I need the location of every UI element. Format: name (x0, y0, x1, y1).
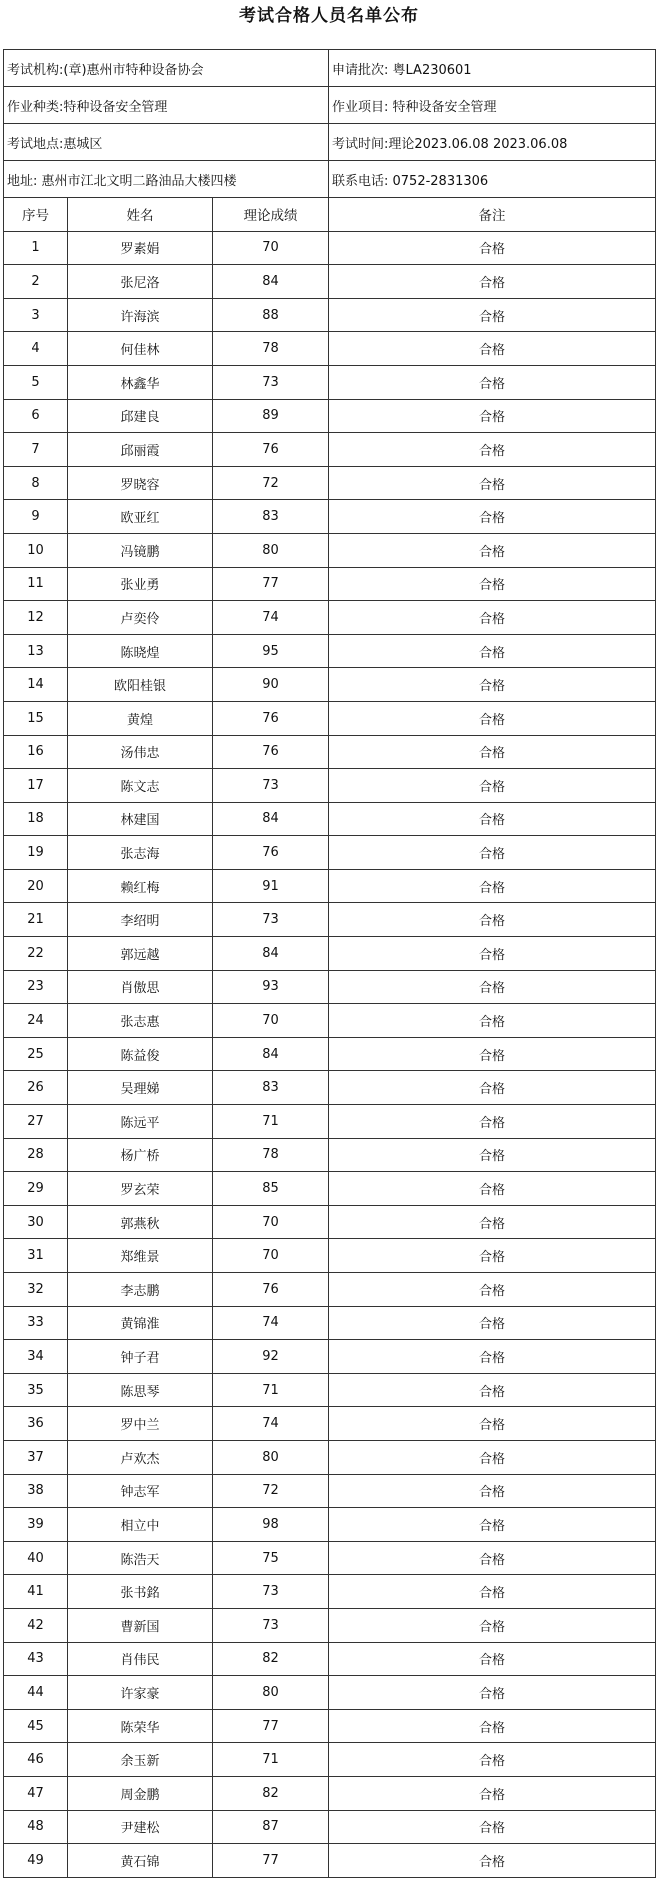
row-remark: 合格 (329, 802, 656, 836)
table-row (4, 1205, 656, 1239)
row-score: 71 (213, 1373, 329, 1407)
row-name: 肖伟民 (68, 1642, 213, 1676)
column-header-score: 理论成绩 (213, 198, 329, 232)
row-name: 许家豪 (68, 1676, 213, 1710)
row-score: 75 (213, 1541, 329, 1575)
row-seq: 37 (4, 1440, 68, 1474)
row-seq: 35 (4, 1373, 68, 1407)
row-seq: 18 (4, 802, 68, 836)
row-score: 90 (213, 668, 329, 702)
row-name: 林建国 (68, 802, 213, 836)
row-remark: 合格 (329, 869, 656, 903)
row-remark: 合格 (329, 1709, 656, 1743)
row-seq: 26 (4, 1071, 68, 1105)
row-seq: 7 (4, 433, 68, 467)
location-field: 考试地点:惠城区 (4, 124, 329, 161)
row-seq: 24 (4, 1004, 68, 1038)
table-row (4, 903, 656, 937)
row-score: 93 (213, 970, 329, 1004)
row-seq: 14 (4, 668, 68, 702)
row-score: 84 (213, 802, 329, 836)
row-remark: 合格 (329, 668, 656, 702)
row-score: 72 (213, 1474, 329, 1508)
row-score: 74 (213, 1306, 329, 1340)
row-name: 卢奕伶 (68, 601, 213, 635)
table-row (4, 1642, 656, 1676)
row-name: 吴理娣 (68, 1071, 213, 1105)
table-row (4, 601, 656, 635)
row-name: 何佳林 (68, 332, 213, 366)
row-name: 郑维景 (68, 1239, 213, 1273)
table-header-row (4, 198, 656, 232)
row-score: 83 (213, 1071, 329, 1105)
table-row (4, 1608, 656, 1642)
row-name: 邱丽霞 (68, 433, 213, 467)
row-score: 73 (213, 769, 329, 803)
row-name: 卢欢杰 (68, 1440, 213, 1474)
table-row (4, 836, 656, 870)
table-row (4, 1172, 656, 1206)
row-score: 82 (213, 1776, 329, 1810)
row-score: 73 (213, 903, 329, 937)
table-row (4, 1810, 656, 1844)
row-name: 相立中 (68, 1508, 213, 1542)
row-name: 钟志军 (68, 1474, 213, 1508)
table-row (4, 1004, 656, 1038)
table-row (4, 1575, 656, 1609)
row-name: 李绍明 (68, 903, 213, 937)
row-name: 冯镜鹏 (68, 533, 213, 567)
row-remark: 合格 (329, 970, 656, 1004)
table-row (4, 500, 656, 534)
row-seq: 25 (4, 1037, 68, 1071)
table-row (4, 265, 656, 299)
table-row (4, 1037, 656, 1071)
row-remark: 合格 (329, 1844, 656, 1878)
row-name: 许海滨 (68, 298, 213, 332)
row-remark: 合格 (329, 1004, 656, 1038)
row-remark: 合格 (329, 1273, 656, 1307)
row-name: 张书銘 (68, 1575, 213, 1609)
column-header-name: 姓名 (68, 198, 213, 232)
row-name: 郭燕秋 (68, 1205, 213, 1239)
row-score: 89 (213, 399, 329, 433)
row-remark: 合格 (329, 1373, 656, 1407)
row-score: 71 (213, 1105, 329, 1139)
row-remark: 合格 (329, 1340, 656, 1374)
row-seq: 32 (4, 1273, 68, 1307)
row-name: 张志惠 (68, 1004, 213, 1038)
row-name: 周金鹏 (68, 1776, 213, 1810)
table-row (4, 365, 656, 399)
row-score: 70 (213, 1004, 329, 1038)
row-seq: 3 (4, 298, 68, 332)
row-remark: 合格 (329, 399, 656, 433)
table-row (4, 1273, 656, 1307)
table-row (4, 668, 656, 702)
row-score: 70 (213, 1239, 329, 1273)
table-row (4, 1138, 656, 1172)
row-remark: 合格 (329, 1743, 656, 1777)
table-row (4, 634, 656, 668)
row-score: 82 (213, 1642, 329, 1676)
row-remark: 合格 (329, 1138, 656, 1172)
row-name: 邱建良 (68, 399, 213, 433)
table-row (4, 1373, 656, 1407)
row-seq: 9 (4, 500, 68, 534)
row-score: 83 (213, 500, 329, 534)
table-row (4, 433, 656, 467)
row-score: 98 (213, 1508, 329, 1542)
row-score: 77 (213, 1709, 329, 1743)
row-seq: 4 (4, 332, 68, 366)
row-remark: 合格 (329, 1440, 656, 1474)
row-remark: 合格 (329, 903, 656, 937)
address-field: 地址: 惠州市江北文明二路油品大楼四楼 (4, 161, 329, 198)
row-seq: 10 (4, 533, 68, 567)
row-score: 73 (213, 365, 329, 399)
exam-time-field: 考试时间:理论2023.06.08 2023.06.08 (329, 124, 656, 161)
row-remark: 合格 (329, 1205, 656, 1239)
row-seq: 15 (4, 701, 68, 735)
row-remark: 合格 (329, 1407, 656, 1441)
row-seq: 48 (4, 1810, 68, 1844)
page-title: 考试合格人员名单公布 (239, 6, 419, 26)
row-seq: 45 (4, 1709, 68, 1743)
row-score: 70 (213, 231, 329, 265)
row-seq: 43 (4, 1642, 68, 1676)
project-field: 作业项目: 特种设备安全管理 (329, 87, 656, 124)
table-row (4, 735, 656, 769)
row-seq: 31 (4, 1239, 68, 1273)
row-seq: 47 (4, 1776, 68, 1810)
row-name: 欧亚红 (68, 500, 213, 534)
table-row (4, 1105, 656, 1139)
row-seq: 30 (4, 1205, 68, 1239)
row-remark: 合格 (329, 466, 656, 500)
row-seq: 38 (4, 1474, 68, 1508)
row-name: 罗中兰 (68, 1407, 213, 1441)
row-score: 88 (213, 298, 329, 332)
table-row (4, 1776, 656, 1810)
row-remark: 合格 (329, 1508, 656, 1542)
row-remark: 合格 (329, 1776, 656, 1810)
table-row (4, 533, 656, 567)
table-row (4, 937, 656, 971)
row-name: 陈远平 (68, 1105, 213, 1139)
row-name: 罗素娟 (68, 231, 213, 265)
row-remark: 合格 (329, 433, 656, 467)
row-score: 80 (213, 533, 329, 567)
row-score: 80 (213, 1440, 329, 1474)
info-row-1 (4, 50, 656, 87)
row-remark: 合格 (329, 1105, 656, 1139)
row-seq: 46 (4, 1743, 68, 1777)
row-name: 张志海 (68, 836, 213, 870)
row-seq: 16 (4, 735, 68, 769)
row-score: 73 (213, 1608, 329, 1642)
table-row (4, 1440, 656, 1474)
table-row (4, 231, 656, 265)
table-row (4, 298, 656, 332)
row-name: 钟子君 (68, 1340, 213, 1374)
row-name: 张业勇 (68, 567, 213, 601)
row-remark: 合格 (329, 1608, 656, 1642)
row-score: 74 (213, 601, 329, 635)
row-seq: 39 (4, 1508, 68, 1542)
row-remark: 合格 (329, 533, 656, 567)
row-seq: 19 (4, 836, 68, 870)
row-name: 赖红梅 (68, 869, 213, 903)
row-seq: 27 (4, 1105, 68, 1139)
row-seq: 34 (4, 1340, 68, 1374)
row-score: 74 (213, 1407, 329, 1441)
row-score: 71 (213, 1743, 329, 1777)
row-remark: 合格 (329, 769, 656, 803)
row-name: 杨广桥 (68, 1138, 213, 1172)
row-name: 陈浩天 (68, 1541, 213, 1575)
table-row (4, 1676, 656, 1710)
table-row (4, 466, 656, 500)
row-seq: 49 (4, 1844, 68, 1878)
row-remark: 合格 (329, 1071, 656, 1105)
row-name: 李志鹏 (68, 1273, 213, 1307)
row-remark: 合格 (329, 1172, 656, 1206)
row-seq: 21 (4, 903, 68, 937)
row-score: 92 (213, 1340, 329, 1374)
info-row-3 (4, 124, 656, 161)
row-score: 77 (213, 1844, 329, 1878)
row-name: 尹建松 (68, 1810, 213, 1844)
row-name: 肖傲思 (68, 970, 213, 1004)
row-seq: 2 (4, 265, 68, 299)
table-row (4, 1239, 656, 1273)
row-remark: 合格 (329, 1037, 656, 1071)
row-name: 陈荣华 (68, 1709, 213, 1743)
row-name: 黄煌 (68, 701, 213, 735)
row-remark: 合格 (329, 1239, 656, 1273)
row-seq: 23 (4, 970, 68, 1004)
row-seq: 36 (4, 1407, 68, 1441)
row-remark: 合格 (329, 500, 656, 534)
row-score: 84 (213, 1037, 329, 1071)
table-row (4, 1474, 656, 1508)
table-row (4, 1709, 656, 1743)
row-remark: 合格 (329, 601, 656, 635)
row-remark: 合格 (329, 701, 656, 735)
row-seq: 8 (4, 466, 68, 500)
table-row (4, 869, 656, 903)
row-seq: 42 (4, 1608, 68, 1642)
row-name: 郭远越 (68, 937, 213, 971)
row-remark: 合格 (329, 937, 656, 971)
row-remark: 合格 (329, 265, 656, 299)
table-row (4, 1541, 656, 1575)
row-remark: 合格 (329, 567, 656, 601)
row-remark: 合格 (329, 1474, 656, 1508)
row-seq: 1 (4, 231, 68, 265)
info-row-4 (4, 161, 656, 198)
row-name: 曹新国 (68, 1608, 213, 1642)
row-score: 87 (213, 1810, 329, 1844)
results-table (3, 49, 656, 1878)
row-seq: 11 (4, 567, 68, 601)
column-header-remark: 备注 (329, 198, 656, 232)
row-remark: 合格 (329, 1642, 656, 1676)
institution-field: 考试机构:(章)惠州市特种设备协会 (4, 50, 329, 87)
row-score: 95 (213, 634, 329, 668)
row-remark: 合格 (329, 735, 656, 769)
row-seq: 5 (4, 365, 68, 399)
row-name: 罗玄荣 (68, 1172, 213, 1206)
row-remark: 合格 (329, 298, 656, 332)
row-name: 余玉新 (68, 1743, 213, 1777)
table-row (4, 332, 656, 366)
table-row (4, 769, 656, 803)
row-name: 汤伟忠 (68, 735, 213, 769)
row-score: 84 (213, 265, 329, 299)
row-score: 70 (213, 1205, 329, 1239)
row-seq: 44 (4, 1676, 68, 1710)
info-row-2 (4, 87, 656, 124)
row-name: 罗晓容 (68, 466, 213, 500)
row-score: 84 (213, 937, 329, 971)
batch-field: 申请批次: 粤LA230601 (329, 50, 656, 87)
row-name: 陈思琴 (68, 1373, 213, 1407)
row-name: 欧阳桂银 (68, 668, 213, 702)
row-name: 陈益俊 (68, 1037, 213, 1071)
row-remark: 合格 (329, 365, 656, 399)
row-score: 72 (213, 466, 329, 500)
table-row (4, 970, 656, 1004)
row-remark: 合格 (329, 1541, 656, 1575)
row-score: 80 (213, 1676, 329, 1710)
row-remark: 合格 (329, 836, 656, 870)
row-remark: 合格 (329, 332, 656, 366)
row-seq: 41 (4, 1575, 68, 1609)
row-seq: 28 (4, 1138, 68, 1172)
row-score: 78 (213, 332, 329, 366)
table-row (4, 399, 656, 433)
row-score: 76 (213, 433, 329, 467)
row-seq: 22 (4, 937, 68, 971)
row-remark: 合格 (329, 1810, 656, 1844)
row-remark: 合格 (329, 634, 656, 668)
row-remark: 合格 (329, 1575, 656, 1609)
table-row (4, 1071, 656, 1105)
table-row (4, 1340, 656, 1374)
table-row (4, 1407, 656, 1441)
row-name: 陈文志 (68, 769, 213, 803)
column-header-seq: 序号 (4, 198, 68, 232)
table-row (4, 701, 656, 735)
row-seq: 40 (4, 1541, 68, 1575)
row-seq: 17 (4, 769, 68, 803)
row-score: 76 (213, 701, 329, 735)
row-seq: 13 (4, 634, 68, 668)
row-score: 78 (213, 1138, 329, 1172)
row-score: 85 (213, 1172, 329, 1206)
row-seq: 33 (4, 1306, 68, 1340)
row-name: 黄石锦 (68, 1844, 213, 1878)
row-score: 76 (213, 1273, 329, 1307)
row-score: 77 (213, 567, 329, 601)
table-row (4, 1743, 656, 1777)
row-seq: 20 (4, 869, 68, 903)
table-row (4, 567, 656, 601)
row-seq: 29 (4, 1172, 68, 1206)
row-name: 黄锦淮 (68, 1306, 213, 1340)
phone-field: 联系电话: 0752-2831306 (329, 161, 656, 198)
row-seq: 12 (4, 601, 68, 635)
table-row (4, 1844, 656, 1878)
row-score: 76 (213, 735, 329, 769)
table-row (4, 1306, 656, 1340)
row-remark: 合格 (329, 231, 656, 265)
row-name: 陈晓煌 (68, 634, 213, 668)
table-row (4, 1508, 656, 1542)
row-score: 73 (213, 1575, 329, 1609)
row-name: 林鑫华 (68, 365, 213, 399)
row-score: 76 (213, 836, 329, 870)
row-score: 91 (213, 869, 329, 903)
row-name: 张尼洛 (68, 265, 213, 299)
row-seq: 6 (4, 399, 68, 433)
row-remark: 合格 (329, 1676, 656, 1710)
row-remark: 合格 (329, 1306, 656, 1340)
table-row (4, 802, 656, 836)
category-field: 作业种类:特种设备安全管理 (4, 87, 329, 124)
